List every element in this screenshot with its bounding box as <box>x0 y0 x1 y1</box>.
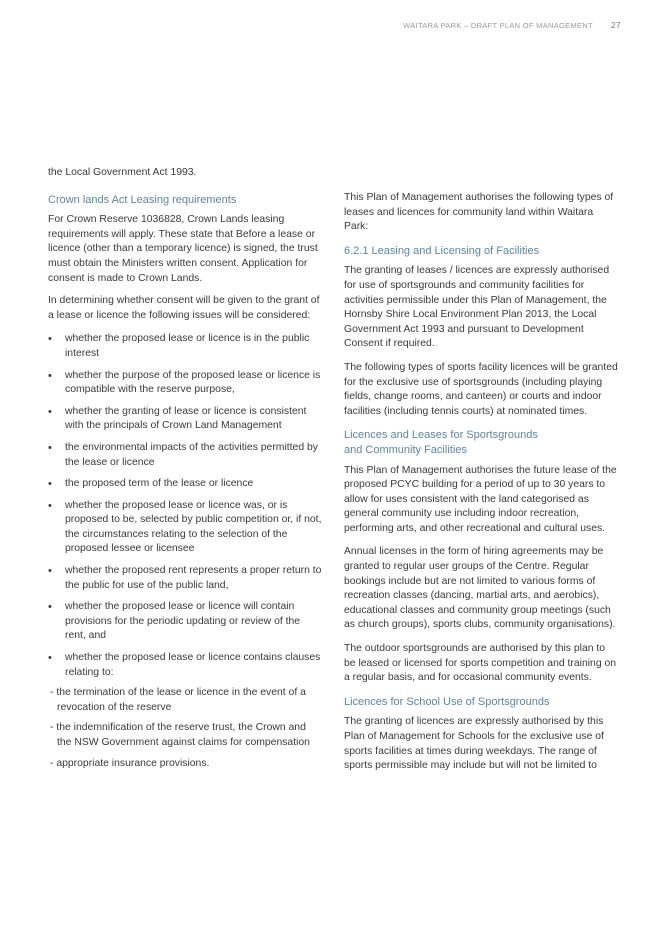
heading-leasing-facilities: 6.2.1 Leasing and Licensing of Facilities <box>344 244 540 257</box>
intro-text: the Local Government Act 1993. <box>48 167 197 178</box>
running-header <box>403 20 621 30</box>
list-item: • whether the granting of lease or licence is consistent with the principals of Crown Land Management <box>48 405 322 434</box>
paragraph: Annual licenses in the form of hiring agreements may be granted to regular user groups of the Centre. Regular bookings include but are not limited to various forms of recreation classes (dancing, martial arts, and aerobics), educational classes and community group meetings (such as church groups), sports clubs, community organisations). <box>344 546 616 631</box>
paragraph: The following types of sports facility licences will be granted for the exclusive use of sportsgrounds (including playing fields, change rooms, and canteen) or courts and indoor facilities (including tennis courts) at nominated times. <box>344 361 618 417</box>
clauses-sublist <box>48 686 322 771</box>
list-item: • whether the proposed lease or licence contains clauses relating to: <box>48 651 322 680</box>
heading-school-use: Licences for School Use of Sportsgrounds <box>344 695 550 708</box>
paragraph: The granting of licences are expressly authorised by this Plan of Management for Schools for the exclusive use of sports facilities at times during weekdays. The range of sports permissible may include but will not be limited to <box>344 716 604 772</box>
header-title: WAITARA PARK – DRAFT PLAN OF MANAGEMENT <box>403 21 593 30</box>
list-item: • the proposed term of the lease or licence <box>48 477 322 492</box>
page-number: 27 <box>610 20 621 30</box>
paragraph: This Plan of Management authorises the following types of leases and licences for community land within Waitara Park: <box>344 192 614 233</box>
paragraph: The granting of leases / licences are expressly authorised for use of sportsgrounds and community facilities for activities permissible under this Plan of Management, the Hornsby Shire Local Environment Plan 2013, the Local Government Act 1993 and pursuant to Development Consent if required. <box>344 265 610 350</box>
sub-item: - the indemnification of the reserve trust, the Crown and the NSW Government against claims for compensation <box>50 722 310 748</box>
paragraph: In determining whether consent will be given to the grant of a lease or licence the following issues will be considered: <box>48 295 320 321</box>
right-column <box>344 191 618 782</box>
paragraph: For Crown Reserve 1036828, Crown Lands leasing requirements will apply. These state that Before a lease or licence (other than a temporary licence) is signed, the trust must obtain the Ministers written consent. Application for consent is made to Crown Lands. <box>48 214 318 284</box>
list-item: • whether the proposed lease or licence was, or is proposed to be, selected by public competition or, if not, the circumstances relating to the selection of the proposed lessee or licensee <box>48 499 322 557</box>
list-item: • whether the proposed rent represents a proper return to the public for use of the public land, <box>48 564 322 593</box>
list-item: • whether the proposed lease or licence is in the public interest <box>48 332 322 361</box>
sub-item: - appropriate insurance provisions. <box>50 757 210 769</box>
left-column <box>48 166 322 777</box>
paragraph: This Plan of Management authorises the future lease of the proposed PCYC building for a period of up to 30 years to allow for uses consistent with the land categorised as general community use including indoor recreation, performing arts, and other recreational and cultural uses. <box>344 464 617 534</box>
list-item: • whether the purpose of the proposed lease or licence is compatible with the reserve purpose, <box>48 369 322 398</box>
heading-crown-lands: Crown lands Act Leasing requirements <box>48 193 237 206</box>
paragraph: The outdoor sportsgrounds are authorised by this plan to be leased or licensed for sports competition and training on a regular basis, and for occasional community events. <box>344 643 617 684</box>
sub-item: - the termination of the lease or licence in the event of a revocation of the reserve <box>50 687 306 713</box>
list-item: • whether the proposed lease or licence will contain provisions for the periodic updating or review of the rent, and <box>48 600 322 644</box>
list-item: • the environmental impacts of the activities permitted by the lease or licence <box>48 441 322 470</box>
heading-sportsgrounds-licences: Licences and Leases for Sportsgrounds and Community Facilities <box>344 429 538 456</box>
consent-issues-list <box>48 332 322 680</box>
